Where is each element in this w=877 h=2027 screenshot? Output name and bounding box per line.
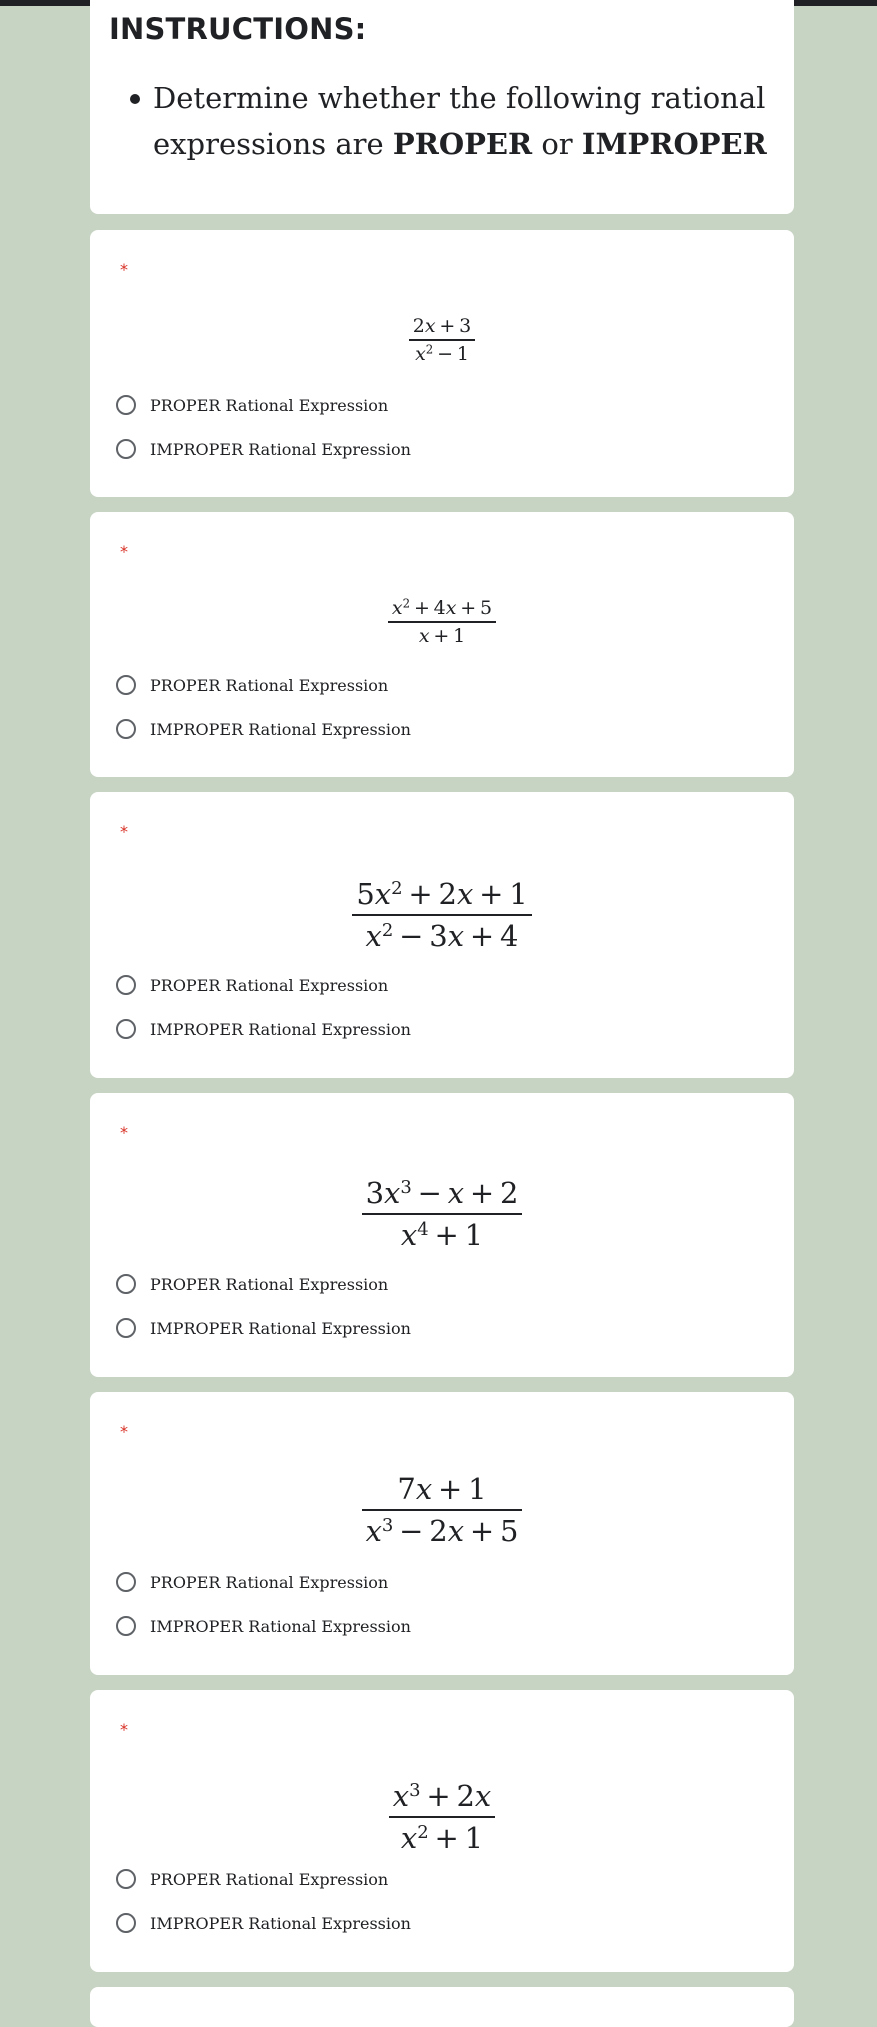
expression <box>90 1776 794 1858</box>
radio-button[interactable] <box>116 439 136 459</box>
required-marker: * <box>120 1422 128 1441</box>
option-label: PROPER Rational Expression <box>150 1572 389 1592</box>
proper-keyword: PROPER <box>392 127 533 161</box>
denominator: $x^2 - 3x + 4$ <box>365 918 519 953</box>
expression <box>90 874 794 956</box>
option-proper[interactable] <box>116 672 388 698</box>
expression <box>90 1469 794 1551</box>
question-card-2 <box>90 512 794 777</box>
instructions-title: INSTRUCTIONS: <box>109 12 367 46</box>
radio-button[interactable] <box>116 975 136 995</box>
question-card-6 <box>90 1690 794 1972</box>
required-marker: * <box>120 260 128 279</box>
radio-button[interactable] <box>116 1616 136 1636</box>
expression <box>90 595 794 649</box>
option-label: PROPER Rational Expression <box>150 395 389 415</box>
required-marker: * <box>120 542 128 561</box>
radio-button[interactable] <box>116 1318 136 1338</box>
option-improper[interactable] <box>116 1315 411 1341</box>
denominator: $x^2 + 1$ <box>400 1820 484 1855</box>
radio-button[interactable] <box>116 1572 136 1592</box>
option-label: IMPROPER Rational Expression <box>150 1318 411 1338</box>
option-label: IMPROPER Rational Expression <box>150 1019 411 1039</box>
radio-button[interactable] <box>116 1019 136 1039</box>
denominator: $x^3 - 2x + 5$ <box>365 1513 519 1548</box>
option-proper[interactable] <box>116 1866 388 1892</box>
required-marker: * <box>120 822 128 841</box>
denominator: $x^2 - 1$ <box>415 342 469 365</box>
bullet-icon <box>130 94 140 104</box>
improper-keyword: IMPROPER <box>581 127 767 161</box>
option-label: PROPER Rational Expression <box>150 1274 389 1294</box>
option-label: PROPER Rational Expression <box>150 975 389 995</box>
question-card-3 <box>90 792 794 1078</box>
option-proper[interactable] <box>116 1569 388 1595</box>
question-card-7 <box>90 1987 794 2027</box>
option-improper[interactable] <box>116 436 411 462</box>
instructions-line-1: Determine whether the following rational <box>153 81 766 115</box>
radio-button[interactable] <box>116 675 136 695</box>
question-card-4 <box>90 1093 794 1377</box>
option-label: IMPROPER Rational Expression <box>150 1913 411 1933</box>
numerator: 7x + 1 <box>397 1472 487 1506</box>
option-improper[interactable] <box>116 716 411 742</box>
radio-button[interactable] <box>116 719 136 739</box>
radio-button[interactable] <box>116 1274 136 1294</box>
option-label: IMPROPER Rational Expression <box>150 1616 411 1636</box>
numerator: $5x^2 + 2x + 1$ <box>356 877 528 911</box>
instructions-text: or <box>532 127 582 161</box>
option-improper[interactable] <box>116 1910 411 1936</box>
radio-button[interactable] <box>116 1913 136 1933</box>
radio-button[interactable] <box>116 1869 136 1889</box>
numerator: $x^3 + 2x$ <box>392 1779 492 1813</box>
option-proper[interactable] <box>116 392 388 418</box>
required-marker: * <box>120 1123 128 1142</box>
question-card-1 <box>90 230 794 497</box>
question-card-5 <box>90 1392 794 1675</box>
expression <box>90 1173 794 1255</box>
radio-button[interactable] <box>116 395 136 415</box>
denominator: x + 1 <box>418 624 466 647</box>
option-proper[interactable] <box>116 1271 388 1297</box>
option-improper[interactable] <box>116 1613 411 1639</box>
option-label: IMPROPER Rational Expression <box>150 439 411 459</box>
numerator: $3x^3 - x + 2$ <box>365 1176 519 1210</box>
numerator: 2x + 3 <box>412 315 472 337</box>
option-label: IMPROPER Rational Expression <box>150 719 411 739</box>
instructions-card <box>90 0 794 214</box>
numerator: $x^2 + 4x + 5$ <box>391 596 493 619</box>
denominator: $x^4 + 1$ <box>400 1217 484 1252</box>
instructions-text: expressions are <box>153 127 393 161</box>
required-marker: * <box>120 1720 128 1739</box>
option-proper[interactable] <box>116 972 388 998</box>
instructions-line-2 <box>153 121 767 168</box>
expression <box>90 313 794 367</box>
option-label: PROPER Rational Expression <box>150 675 389 695</box>
option-label: PROPER Rational Expression <box>150 1869 389 1889</box>
option-improper[interactable] <box>116 1016 411 1042</box>
